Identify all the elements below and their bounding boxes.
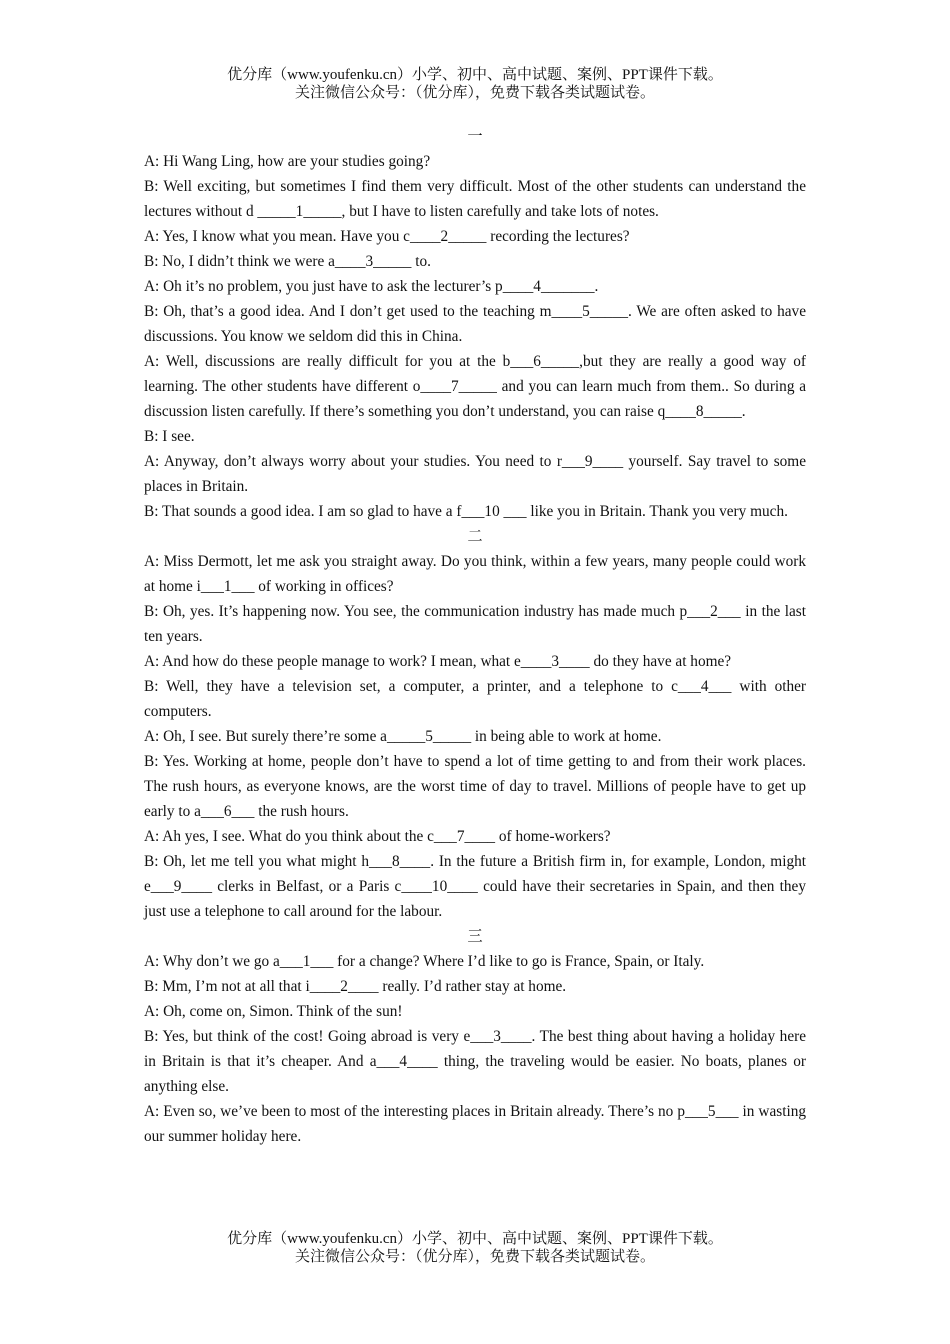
footer-line-2: 关注微信公众号：（优分库），免费下载各类试题试卷。: [294, 1249, 655, 1265]
section-1: [144, 124, 806, 524]
dialogue-line: A: Oh, come on, Simon. Think of the sun!: [144, 1003, 403, 1020]
section-3: [144, 924, 806, 1149]
dialogue-line: A: Yes, I know what you mean. Have you c____2_____ recording the lectures?: [144, 228, 630, 245]
dialogue-line: A: Why don’t we go a___1___ for a change? Where I’d like to go is France, Spain, or Italy.: [144, 953, 705, 970]
page-footer: [0, 1230, 950, 1266]
dialogue-line: A: Anyway, don’t always worry about your studies. You need to r___9____ yourself. Say travel to some places in Britain.: [144, 453, 806, 495]
dialogue-line: A: Oh it’s no problem, you just have to ask the lecturer’s p____4_______.: [144, 278, 599, 295]
document-body: [144, 124, 806, 1149]
dialogue-line: A: Well, discussions are really difficult for you at the b___6_____,but they are really a good way of learning. The other students have different o____7_____ and you can learn much from them.. So during a discussion listen carefully. If there’s something you don’t understand, you can raise q____8_____.: [144, 353, 806, 420]
dialogue-line: B: Well exciting, but sometimes I find them very difficult. Most of the other students can understand the lectures without d _____1_____, but I have to listen carefully and take lots of notes.: [144, 178, 806, 220]
header-line-2: 关注微信公众号：（优分库），免费下载各类试题试卷。: [294, 85, 655, 101]
dialogue-line: B: Mm, I’m not at all that i____2____ really. I’d rather stay at home.: [144, 978, 567, 995]
dialogue-line: A: Even so, we’ve been to most of the interesting places in Britain already. There’s no p___5___ in wasting our summer holiday here.: [144, 1103, 806, 1145]
dialogue-line: B: Yes. Working at home, people don’t have to spend a lot of time getting to and from their work places. The rush hours, as everyone knows, are the worst time of day to travel. Millions of people have to get up early to a___6___ the rush hours.: [144, 753, 806, 820]
section-2: [144, 524, 806, 924]
dialogue-line: B: Oh, let me tell you what might h___8____. In the future a British firm in, for example, London, might e___9____ clerks in Belfast, or a Paris c____10____ could have their secretaries in Spain, and then they just use a telephone to call around for the labour.: [144, 853, 806, 920]
dialogue-line: B: Well, they have a television set, a computer, a printer, and a telephone to c___4___ with other computers.: [144, 678, 806, 720]
dialogue-line: A: Miss Dermott, let me ask you straight away. Do you think, within a few years, many people could work at home i___1___ of working in offices?: [144, 553, 806, 595]
dialogue-line: A: And how do these people manage to work? I mean, what e____3____ do they have at home?: [144, 653, 732, 670]
dialogue-line: B: Oh, yes. It’s happening now. You see, the communication industry has made much p___2___ in the last ten years.: [144, 603, 806, 645]
dialogue-line: B: Yes, but think of the cost! Going abroad is very e___3____. The best thing about having a holiday here in Britain is that it’s cheaper. And a___4____ thing, the traveling would be easier. No boats, planes or anything else.: [144, 1028, 806, 1095]
dialogue-line: A: Hi Wang Ling, how are your studies going?: [144, 153, 431, 170]
dialogue-line: B: I see.: [144, 428, 195, 445]
footer-line-1: 优分库（www.youfenku.cn）小学、初中、高中试题、案例、PPT课件下载。: [227, 1231, 723, 1247]
section-title: 二: [467, 528, 483, 545]
section-title: 三: [467, 928, 483, 945]
dialogue-line: A: Ah yes, I see. What do you think about the c___7____ of home-workers?: [144, 828, 611, 845]
header-line-1: 优分库（www.youfenku.cn）小学、初中、高中试题、案例、PPT课件下载。: [227, 67, 723, 83]
dialogue-line: B: No, I didn’t think we were a____3_____ to.: [144, 253, 431, 270]
dialogue-line: A: Oh, I see. But surely there’re some a_____5_____ in being able to work at home.: [144, 728, 662, 745]
page-header: [0, 66, 950, 102]
dialogue-line: B: Oh, that’s a good idea. And I don’t get used to the teaching m____5_____. We are often asked to have discussions. You know we seldom did this in China.: [144, 303, 806, 345]
section-title: 一: [467, 128, 483, 145]
dialogue-line: B: That sounds a good idea. I am so glad to have a f___10 ___ like you in Britain. Thank you very much.: [144, 503, 788, 520]
